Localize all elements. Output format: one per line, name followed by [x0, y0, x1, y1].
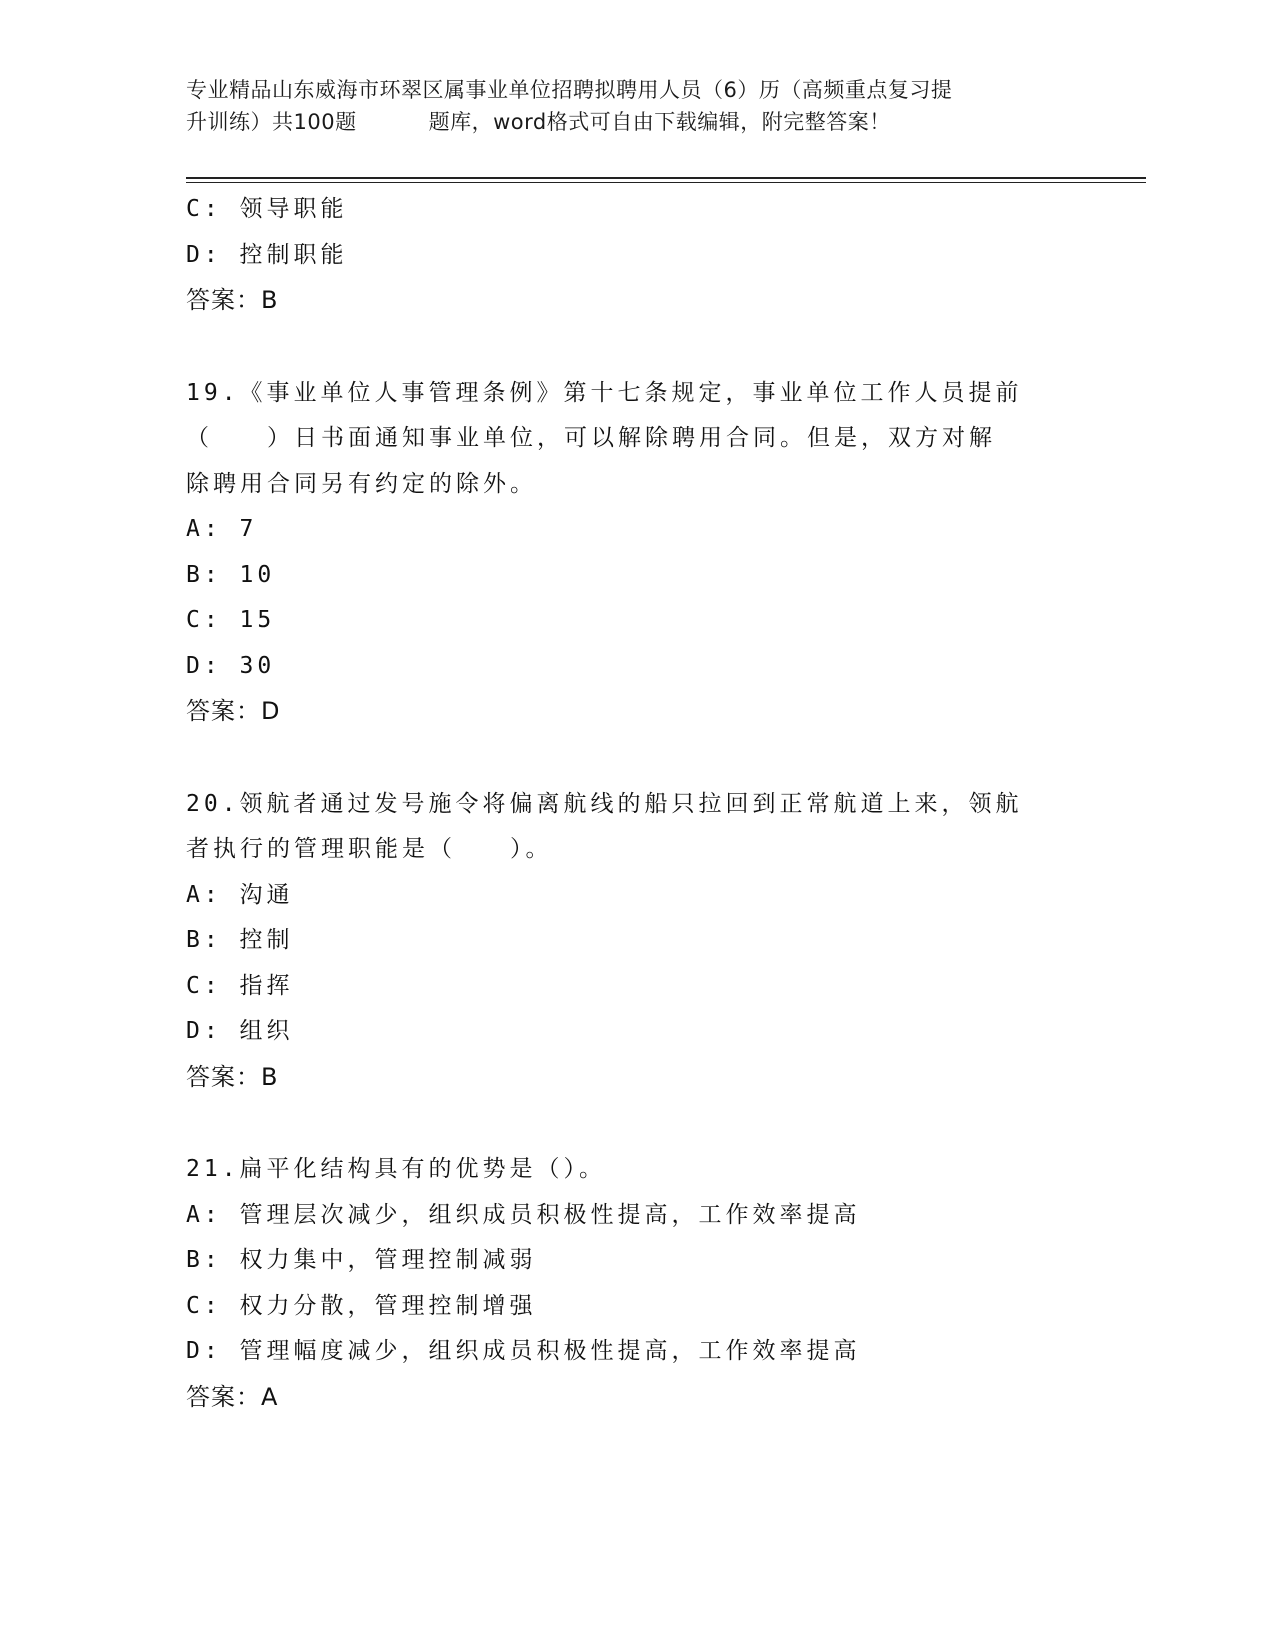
question-20 [186, 782, 1076, 1101]
option-b: B: 10 [186, 561, 276, 588]
question-18-partial [186, 187, 1076, 324]
question-21 [186, 1147, 1076, 1420]
option-a: A: 7 [186, 516, 258, 542]
option-d: D: 管理幅度减少，组织成员积极性提高，工作效率提高 [186, 1338, 861, 1364]
header-line-2 [186, 106, 1086, 138]
option-d: D: 控制职能 [186, 241, 348, 268]
question-stem-line: 20.领航者通过发号施令将偏离航线的船只拉回到正常航道上来，领航 [186, 790, 1023, 817]
header-rule-thick [186, 177, 1146, 179]
option-a: A: 沟通 [186, 881, 294, 908]
option-c: C: 权力分散，管理控制增强 [186, 1292, 537, 1319]
answer-label: 答案：D [186, 697, 281, 725]
option-d: D: 30 [186, 652, 276, 679]
question-list [186, 187, 1076, 1420]
option-b: B: 权力集中，管理控制减弱 [186, 1247, 537, 1273]
option-a: A: 管理层次减少，组织成员积极性提高，工作效率提高 [186, 1201, 861, 1228]
question-stem-line: 者执行的管理职能是（ ）。 [186, 836, 553, 862]
option-b: B: 控制 [186, 927, 294, 953]
option-c: C: 指挥 [186, 972, 294, 999]
option-d: D: 组织 [186, 1018, 294, 1044]
question-stem-line: 19.《事业单位人事管理条例》第十七条规定，事业单位工作人员提前 [186, 379, 1023, 406]
answer-label: 答案：A [186, 1382, 279, 1411]
option-c: C: 15 [186, 607, 276, 633]
header-line-1: 专业精品山东威海市环翠区属事业单位招聘拟聘用人员（6）历（高频重点复习提 [186, 78, 953, 102]
question-stem-line: （ ）日书面通知事业单位，可以解除聘用合同。但是，双方对解 [186, 425, 996, 451]
answer-label: 答案：B [186, 1062, 279, 1091]
question-stem-line: 21.扁平化结构具有的优势是（）。 [186, 1156, 607, 1182]
question-stem-line: 除聘用合同另有约定的除外。 [186, 470, 537, 497]
option-c: C: 领导职能 [186, 196, 348, 222]
header-line-2-title: 升训练）共100题 [186, 110, 357, 134]
header-rule-thin [186, 182, 1146, 183]
answer-label: 答案：B [186, 286, 279, 314]
header-line-2-note: 题库，word格式可自由下载编辑，附完整答案！ [428, 110, 891, 134]
question-19 [186, 371, 1076, 735]
page-header [186, 74, 1086, 138]
